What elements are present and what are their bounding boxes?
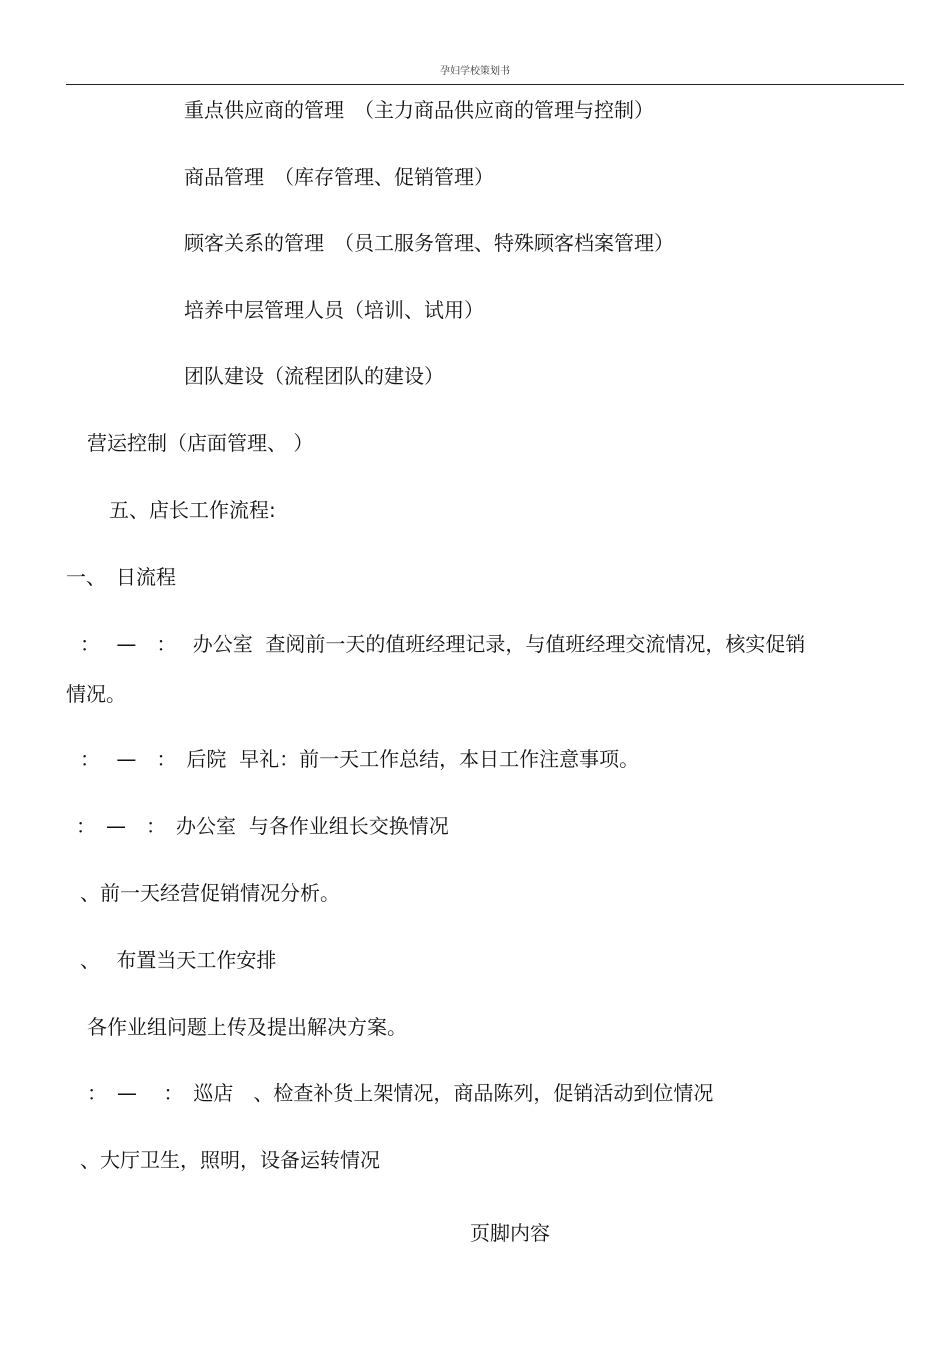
section-heading: 五、店长工作流程: — [109, 498, 276, 522]
schedule-item-4: 、大厅卫生，照明，设备运转情况 — [80, 1148, 380, 1172]
page-footer: 页脚内容 — [470, 1221, 550, 1245]
body-line-1: 重点供应商的管理 （主力商品供应商的管理与控制） — [184, 98, 654, 122]
body-line-6: 营运控制（店面管理、 ） — [87, 431, 314, 455]
subsection-heading: 一、 日流程 — [66, 565, 176, 589]
schedule-line-1-cont: 情况。 — [66, 682, 126, 706]
header-title: 孕妇学校策划书 — [440, 66, 510, 77]
schedule-line-2: ： — ： 后院 早礼：前一天工作总结，本日工作注意事项。 — [80, 747, 640, 771]
body-line-2: 商品管理 （库存管理、促销管理） — [184, 165, 494, 189]
schedule-line-1: ： — ： 办公室 查阅前一天的值班经理记录，与值班经理交流情况，核实促销 — [80, 632, 806, 656]
body-line-5: 团队建设（流程团队的建设） — [184, 364, 444, 388]
schedule-line-3: ： — ： 办公室 与各作业组长交换情况 — [76, 814, 449, 838]
schedule-item-1: 、前一天经营促销情况分析。 — [80, 881, 340, 905]
body-line-3: 顾客关系的管理 （员工服务管理、特殊顾客档案管理） — [184, 231, 674, 255]
schedule-item-2: 、 布置当天工作安排 — [80, 948, 277, 972]
body-line-4: 培养中层管理人员（培训、试用） — [184, 298, 484, 322]
schedule-item-3: 各作业组问题上传及提出解决方案。 — [87, 1015, 407, 1039]
schedule-line-4: ： — ： 巡店 、检查补货上架情况，商品陈列，促销活动到位情况 — [87, 1081, 714, 1105]
header-divider — [66, 84, 904, 85]
